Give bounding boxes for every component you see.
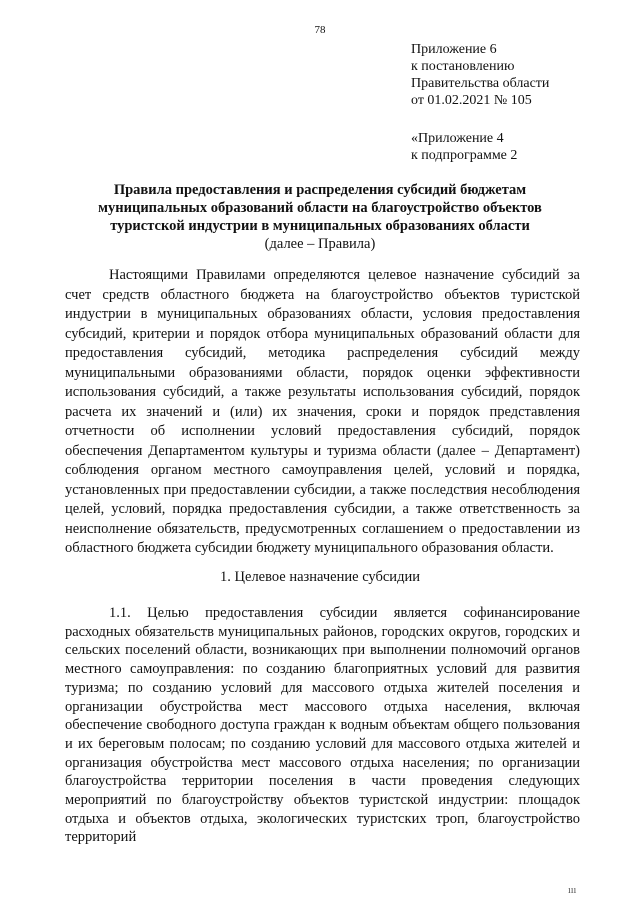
title-line: Правила предоставления и распределения субсидий бюджетам xyxy=(113,182,527,198)
title-line: муниципальных образований области на благоустройство объектов xyxy=(98,200,542,216)
document-title xyxy=(60,181,580,253)
section-1-heading: 1. Целевое назначение субсидии xyxy=(220,569,420,585)
appendix-6-line: Приложение 6 xyxy=(411,42,497,57)
appendix-4-block xyxy=(411,130,517,164)
title-line: туристской индустрии в муниципальных образованиях области xyxy=(110,218,530,234)
paragraph-1-1: 1.1. Целью предоставления субсидии является софинансирование расходных обязательств муниципальных районов, городских округов, городских и сельских поселений области, возникающих при выполнении полномочий органов местного самоуправления: по созданию благоприятных условий для развития туризма; по созданию условий для массового отдыха жителей поселения и организации обустройства мест массового отдыха населения, включая обеспечение свободного доступа граждан к водным объектам общего пользования и их береговым полосам; по созданию условий для массового отдыха жителей и организация обустройства мест массового отдыха населения; по организации благоустройства территории поселения в части проведения следующих мероприятий по благоустройству объектов туристской индустрии: площадок отдыха и объектов отдыха, экологических туристских троп, благоустройство территорий xyxy=(65,605,580,846)
corner-mark: ııı xyxy=(568,885,577,896)
appendix-4-line: к подпрограмме 2 xyxy=(411,148,518,163)
title-subtitle: (далее – Правила) xyxy=(264,236,376,252)
appendix-6-line: от 01.02.2021 № 105 xyxy=(411,93,532,108)
appendix-6-line: Правительства области xyxy=(411,76,550,91)
appendix-6-block xyxy=(411,41,549,109)
appendix-4-line: «Приложение 4 xyxy=(411,131,504,146)
appendix-6-line: к постановлению xyxy=(411,59,515,74)
page-number: 78 xyxy=(314,24,326,36)
intro-paragraph: Настоящими Правилами определяются целевое назначение субсидий за счет средств областного бюджета на благоустройство объектов туристской индустрии в муниципальных образованиях области, условия предоставления субсидий, критерии и порядок отбора муниципальных образований области для предоставления субсидий, методика распределения субсидий между муниципальными образованиями области, порядок оценки эффективности использования субсидий, а также результаты использования субсидий, порядок расчета их значений и (или) их значения, сроки и порядок представления отчетности об исполнении условий предоставления субсидий, порядок обеспечения Департаментом культуры и туризма области (далее – Департамент) соблюдения органом местного самоуправления целей, условий и порядка, установленных при предоставлении субсидии, а также последствия несоблюдения целей, условий, порядка предоставления субсидии, а также ответственность за неисполнение обязательств, предусмотренных соглашением о предоставлении из областного бюджета субсидии бюджету муниципального образования области. xyxy=(65,267,580,556)
